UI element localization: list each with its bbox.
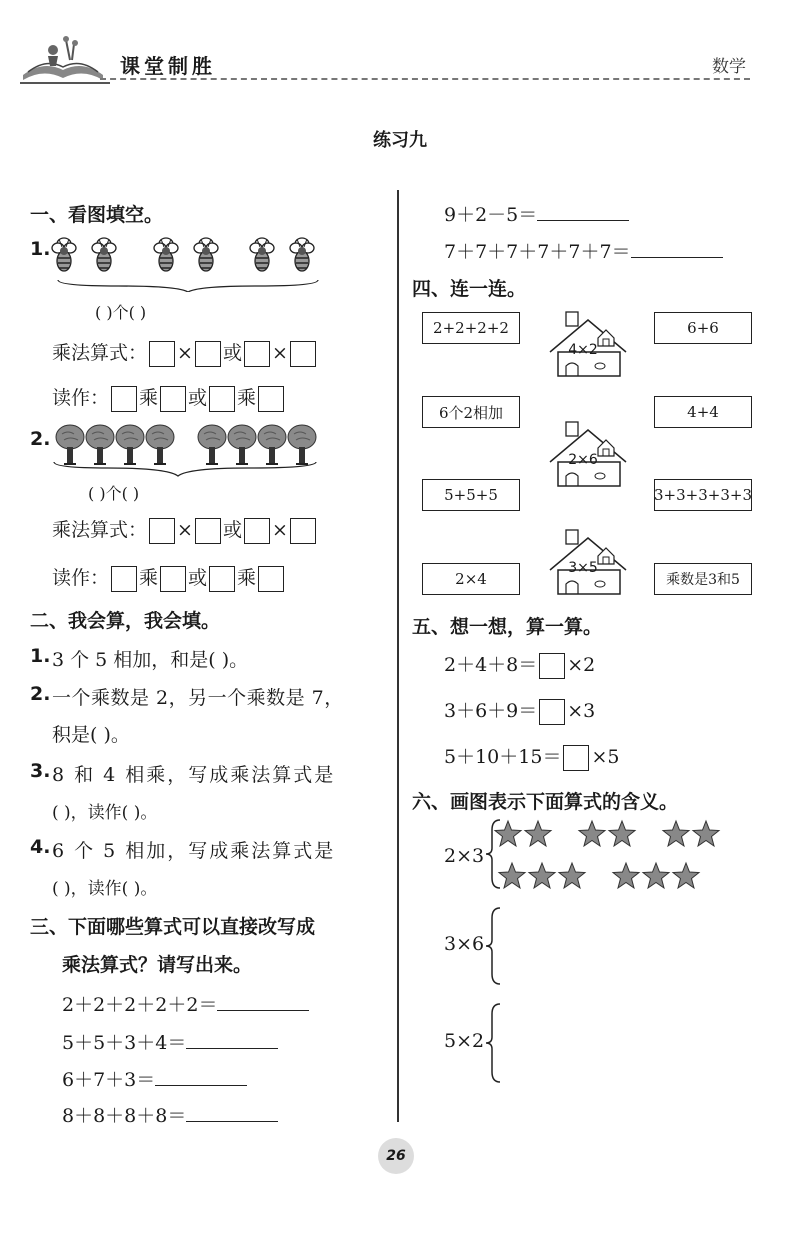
trees-picture	[48, 420, 328, 478]
formula-label: 乘法算式：	[52, 342, 148, 364]
column-divider	[397, 190, 399, 1122]
times-sign: ×	[177, 342, 193, 364]
s5-item-1	[444, 650, 595, 679]
house-3[interactable]	[548, 526, 628, 596]
star-icon	[613, 863, 639, 888]
bee-icon	[250, 238, 274, 271]
answer-blank[interactable]	[217, 990, 309, 1011]
s5-rhs: ×5	[591, 746, 620, 768]
answer-box[interactable]	[195, 518, 221, 544]
s3-item-5	[444, 200, 629, 227]
answer-box[interactable]	[539, 699, 565, 725]
s5-item-3	[444, 742, 619, 771]
section-6-heading: 六、画图表示下面算式的含义。	[412, 791, 679, 813]
s3-item-2	[62, 1028, 278, 1055]
star-icon	[529, 863, 555, 888]
s2-q1-number: 1.	[30, 645, 51, 667]
s3-item-6	[444, 237, 723, 264]
s2-q2-number: 2.	[30, 683, 51, 705]
answer-box[interactable]	[209, 566, 235, 592]
answer-blank[interactable]	[631, 237, 723, 258]
times-sign: ×	[271, 519, 288, 541]
s5-rhs: ×2	[567, 654, 596, 676]
answer-blank[interactable]	[155, 1065, 247, 1086]
star-icon	[643, 863, 669, 888]
house-2[interactable]	[548, 418, 628, 488]
match-right-2[interactable]: 4+4	[654, 396, 752, 428]
header-rule	[20, 82, 110, 84]
tree-icon	[146, 425, 174, 464]
s1-q2-paren: ( )个( )	[88, 484, 140, 503]
answer-box[interactable]	[149, 518, 175, 544]
page-number: 26	[378, 1138, 414, 1174]
section-1-heading: 一、看图填空。	[30, 204, 164, 226]
match-left-4[interactable]: 2×4	[422, 563, 520, 595]
match-left-3[interactable]: 5+5+5	[422, 479, 520, 511]
match-right-4[interactable]: 乘数是3和5	[654, 563, 752, 595]
answer-box[interactable]	[111, 566, 137, 592]
answer-box[interactable]	[209, 386, 235, 412]
star-icon	[525, 821, 551, 846]
s3-expression: 2＋2＋2＋2＋2＝	[62, 994, 218, 1016]
star-icon	[559, 863, 585, 888]
s1-q1-read	[52, 383, 286, 412]
s2-q4-text: 6 个 5 相加，写成乘法算式是	[52, 840, 336, 862]
answer-box[interactable]	[258, 566, 284, 592]
or-text: 或	[188, 567, 208, 589]
s2-q2-text2: 积是( )。	[52, 724, 130, 746]
s3-expression: 6＋7＋3＝	[62, 1069, 156, 1091]
s2-q3-text: 8 和 4 相乘，写成乘法算式是	[52, 764, 336, 786]
answer-box[interactable]	[563, 745, 589, 771]
s3-item-4	[62, 1101, 278, 1128]
s1-q1-formula	[52, 338, 318, 367]
s5-lhs: 2＋4＋8＝	[444, 654, 538, 676]
answer-blank[interactable]	[537, 200, 629, 221]
house-label: 4×2	[568, 342, 598, 358]
s3-expression: 9＋2－5＝	[444, 204, 538, 226]
times-sign: ×	[177, 519, 193, 541]
section-2-heading: 二、我会算，我会填。	[30, 610, 221, 632]
brace-icon	[484, 906, 504, 986]
bee-icon	[154, 238, 178, 271]
match-right-3[interactable]: 3+3+3+3+3	[654, 479, 752, 511]
header-dashed-rule	[100, 78, 750, 80]
read-label: 读作：	[52, 387, 110, 409]
answer-box[interactable]	[195, 341, 221, 367]
s6-expr-1: 2×3	[444, 845, 485, 867]
s6-expr-2: 3×6	[444, 933, 485, 955]
s2-q4-text2: ( )，读作( )。	[52, 879, 158, 899]
star-icon	[499, 863, 525, 888]
answer-blank[interactable]	[186, 1028, 278, 1049]
s2-q3-text2: ( )，读作( )。	[52, 803, 158, 823]
tree-icon	[116, 425, 144, 464]
multiply-text: 乘	[139, 567, 159, 589]
s5-lhs: 5＋10＋15＝	[444, 746, 562, 768]
star-icon	[673, 863, 699, 888]
s5-lhs: 3＋6＋9＝	[444, 700, 538, 722]
answer-box[interactable]	[160, 386, 186, 412]
answer-box[interactable]	[290, 518, 316, 544]
s1-q2-number: 2.	[30, 428, 51, 450]
house-label: 2×6	[568, 452, 598, 468]
s6-expr-3: 5×2	[444, 1030, 485, 1052]
formula-label: 乘法算式：	[52, 519, 148, 541]
s2-q3-number: 3.	[30, 760, 51, 782]
house-1[interactable]	[548, 308, 628, 378]
or-text: 或	[222, 519, 242, 541]
bee-icon	[52, 238, 76, 271]
page-title: 练习九	[373, 130, 427, 151]
s2-q4-number: 4.	[30, 836, 51, 858]
s5-item-2	[444, 696, 595, 725]
s3-item-3	[62, 1065, 247, 1092]
bee-icon	[194, 238, 218, 271]
or-text: 或	[188, 387, 208, 409]
answer-box[interactable]	[160, 566, 186, 592]
bee-icon	[290, 238, 314, 271]
answer-box[interactable]	[149, 341, 175, 367]
tree-icon	[288, 425, 316, 464]
section-3-heading-2: 乘法算式？请写出来。	[62, 954, 253, 976]
s1-q2-formula	[52, 515, 318, 544]
answer-box[interactable]	[111, 386, 137, 412]
star-icon	[663, 821, 689, 846]
answer-box[interactable]	[539, 653, 565, 679]
s3-expression: 8＋8＋8＋8＝	[62, 1105, 187, 1127]
bee-icon	[92, 238, 116, 271]
answer-box[interactable]	[258, 386, 284, 412]
header-subject: 数学	[712, 57, 746, 77]
tree-icon	[198, 425, 226, 464]
header-logo-icon	[18, 30, 108, 82]
multiply-text: 乘	[237, 567, 257, 589]
star-icon	[495, 821, 521, 846]
tree-icon	[228, 425, 256, 464]
s2-q1-text: 3 个 5 相加，和是( )。	[52, 649, 249, 671]
read-label: 读作：	[52, 567, 110, 589]
s1-q2-read	[52, 563, 286, 592]
answer-blank[interactable]	[186, 1101, 278, 1122]
match-left-2[interactable]: 6个2相加	[422, 396, 520, 428]
s1-q1-paren: ( )个( )	[95, 303, 147, 322]
tree-icon	[86, 425, 114, 464]
bees-picture	[48, 232, 338, 292]
stars-picture	[490, 818, 740, 894]
star-icon	[579, 821, 605, 846]
answer-box[interactable]	[244, 341, 270, 367]
times-sign: ×	[271, 342, 288, 364]
s2-q2-text: 一个乘数是 2，另一个乘数是 7，	[52, 687, 344, 709]
match-right-1[interactable]: 6+6	[654, 312, 752, 344]
s3-item-1	[62, 990, 309, 1017]
s1-q1-number: 1.	[30, 238, 51, 260]
house-label: 3×5	[568, 560, 598, 576]
brace-icon	[484, 1002, 504, 1084]
header-title: 课堂制胜	[120, 54, 216, 78]
tree-icon	[258, 425, 286, 464]
star-icon	[693, 821, 719, 846]
s3-expression: 7＋7＋7＋7＋7＋7＝	[444, 241, 631, 263]
s3-expression: 5＋5＋3＋4＝	[62, 1032, 187, 1054]
answer-box[interactable]	[290, 341, 316, 367]
star-icon	[609, 821, 635, 846]
section-3-heading: 三、下面哪些算式可以直接改写成	[30, 916, 316, 938]
tree-icon	[56, 425, 84, 464]
or-text: 或	[222, 342, 242, 364]
multiply-text: 乘	[139, 387, 159, 409]
multiply-text: 乘	[237, 387, 257, 409]
match-left-1[interactable]: 2+2+2+2	[422, 312, 520, 344]
section-5-heading: 五、想一想，算一算。	[412, 616, 603, 638]
answer-box[interactable]	[244, 518, 270, 544]
section-4-heading: 四、连一连。	[412, 278, 527, 300]
s5-rhs: ×3	[567, 700, 596, 722]
